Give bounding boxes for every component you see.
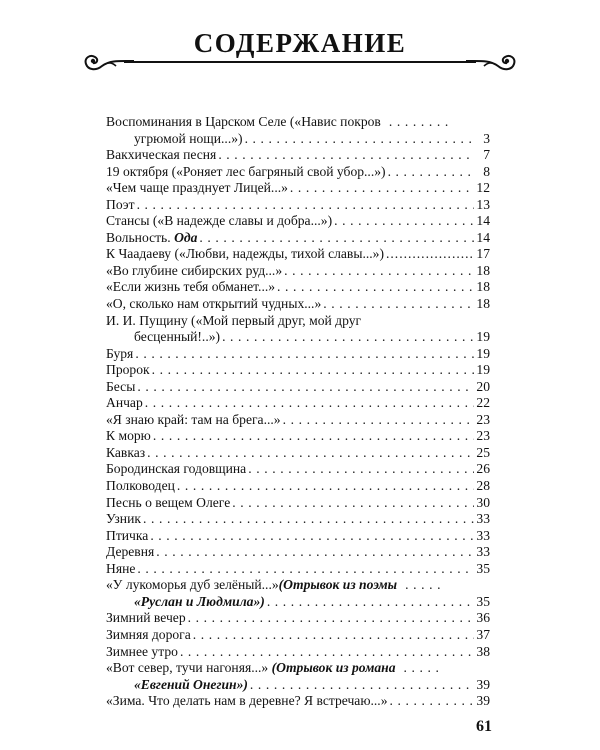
toc-entry-title: Полководец <box>106 478 175 494</box>
toc-entry-genre: Ода <box>174 229 198 245</box>
toc-entry[interactable] <box>106 412 490 429</box>
dot-leader <box>389 114 453 131</box>
toc-entry[interactable] <box>106 693 490 710</box>
toc-entry-page: 12 <box>476 180 490 196</box>
toc-entry-page: 19 <box>476 345 490 361</box>
toc-entry[interactable] <box>106 610 490 627</box>
dot-leader <box>248 461 474 478</box>
dot-leader <box>180 644 474 661</box>
toc-entry[interactable] <box>106 627 490 644</box>
dot-leader <box>245 131 474 148</box>
toc-entry[interactable] <box>106 131 490 148</box>
dot-leader <box>405 577 445 594</box>
toc-entry-title: Вакхическая песня <box>106 147 217 163</box>
toc-entry[interactable] <box>106 329 490 346</box>
left-flourish-icon <box>80 40 136 80</box>
toc-entry-note: «Руслан и Людмила») <box>134 593 265 609</box>
dot-leader <box>386 246 474 263</box>
toc-entry-title: Анчар <box>106 395 143 411</box>
dot-leader <box>137 379 474 396</box>
dot-leader <box>323 296 474 313</box>
toc-entry-page: 13 <box>476 196 490 212</box>
toc-entry-title: «Во глубине сибирских руд...» <box>106 262 283 278</box>
toc-entry-title: 19 октября («Роняет лес багряный свой убор...») <box>106 163 386 179</box>
dot-leader <box>188 610 474 627</box>
toc-entry-page: 38 <box>476 643 490 659</box>
toc-entry[interactable] <box>106 577 490 594</box>
table-of-contents <box>106 114 490 710</box>
toc-entry[interactable] <box>106 528 490 545</box>
dot-leader <box>283 412 474 429</box>
toc-entry-title <box>106 230 197 247</box>
toc-entry-title-main: Вольность. <box>106 229 171 245</box>
toc-entry[interactable] <box>106 395 490 412</box>
right-flourish-icon <box>464 40 520 80</box>
dot-leader <box>135 346 474 363</box>
toc-entry-page: 28 <box>476 478 490 494</box>
toc-entry-title: И. И. Пущину («Мой первый друг, мой друг <box>106 312 362 328</box>
toc-header <box>80 28 520 80</box>
toc-entry[interactable] <box>106 362 490 379</box>
toc-entry-page: 39 <box>476 676 490 692</box>
dot-leader <box>152 362 474 379</box>
toc-entry-title: Бесы <box>106 378 136 394</box>
toc-entry-page: 35 <box>476 593 490 609</box>
dot-leader <box>388 164 474 181</box>
toc-entry-page: 36 <box>476 610 490 626</box>
toc-entry-title <box>106 660 396 677</box>
toc-entry-title: Зимнее утро <box>106 643 178 659</box>
toc-entry-page: 17 <box>476 246 490 262</box>
toc-entry[interactable] <box>106 230 490 247</box>
toc-entry[interactable] <box>106 279 490 296</box>
toc-entry-page: 3 <box>483 130 490 146</box>
toc-entry[interactable] <box>106 495 490 512</box>
toc-entry-page: 14 <box>476 229 490 245</box>
dot-leader <box>193 627 474 644</box>
toc-entry-page: 23 <box>476 411 490 427</box>
page-title: СОДЕРЖАНИЕ <box>193 28 407 58</box>
dot-leader <box>145 395 474 412</box>
toc-entry-page: 22 <box>476 395 490 411</box>
toc-entry-page: 25 <box>476 444 490 460</box>
toc-entry-title: «О, сколько нам открытий чудных...» <box>106 296 322 312</box>
toc-entry-page: 35 <box>476 560 490 576</box>
toc-entry-page: 18 <box>476 279 490 295</box>
toc-entry-title: «Зима. Что делать нам в деревне? Я встречаю...» <box>106 693 388 709</box>
dot-leader <box>150 528 474 545</box>
toc-entry-page: 20 <box>476 378 490 394</box>
dot-leader <box>177 478 474 495</box>
toc-entry-page: 37 <box>476 626 490 642</box>
dot-leader <box>277 279 474 296</box>
toc-entry-page: 19 <box>476 329 490 345</box>
toc-entry[interactable] <box>106 461 490 478</box>
toc-entry-note: (Отрывок из поэмы <box>278 577 398 593</box>
dot-leader <box>153 428 474 445</box>
toc-entry-page: 26 <box>476 461 490 477</box>
toc-entry-title: К Чаадаеву («Любви, надежды, тихой славы...») <box>106 246 384 262</box>
toc-entry[interactable] <box>106 164 490 181</box>
dot-leader <box>137 197 474 214</box>
toc-entry[interactable] <box>106 114 490 131</box>
toc-entry-page: 7 <box>483 147 490 163</box>
toc-entry-title <box>106 577 397 594</box>
toc-entry[interactable] <box>106 428 490 445</box>
toc-entry[interactable] <box>106 213 490 230</box>
dot-leader <box>404 660 444 677</box>
toc-entry[interactable] <box>106 445 490 462</box>
toc-entry-page: 8 <box>483 163 490 179</box>
toc-entry[interactable] <box>106 197 490 214</box>
toc-entry-title: Птичка <box>106 527 149 543</box>
toc-entry-title: Воспоминания в Царском Селе («Навис покров <box>106 114 381 129</box>
toc-entry-page: 33 <box>476 527 490 543</box>
toc-entry[interactable] <box>106 544 490 561</box>
toc-entry[interactable] <box>106 296 490 313</box>
toc-entry-title: «Чем чаще празднует Лицей...» <box>106 180 288 196</box>
page-number: 61 <box>476 718 492 735</box>
dot-leader <box>147 445 474 462</box>
toc-entry-title: Зимний вечер <box>106 610 186 626</box>
toc-entry-note: (Отрывок из романа <box>271 660 396 676</box>
dot-leader <box>232 495 474 512</box>
dot-leader <box>290 180 474 197</box>
dot-leader <box>156 544 474 561</box>
toc-entry-title: угрюмой нощи...») <box>134 130 243 146</box>
toc-entry-title: Песнь о вещем Олеге <box>106 494 231 510</box>
toc-entry[interactable] <box>106 346 490 363</box>
dot-leader <box>267 594 474 611</box>
toc-entry-title: Бородинская годовщина <box>106 461 247 477</box>
toc-entry-title: Узник <box>106 511 141 527</box>
toc-entry-title <box>134 594 265 611</box>
dot-leader <box>218 147 474 164</box>
toc-entry-title: К морю <box>106 428 151 444</box>
dot-leader <box>334 213 474 230</box>
toc-entry-page: 39 <box>476 693 490 709</box>
toc-entry-page: 23 <box>476 428 490 444</box>
dot-leader <box>284 263 474 280</box>
toc-entry[interactable] <box>106 594 490 611</box>
toc-entry[interactable] <box>106 660 490 677</box>
toc-entry[interactable] <box>106 180 490 197</box>
toc-entry[interactable] <box>106 313 490 330</box>
dot-leader <box>137 561 474 578</box>
toc-entry-page: 30 <box>476 494 490 510</box>
toc-entry-title: Няне <box>106 560 136 576</box>
toc-entry-page: 19 <box>476 362 490 378</box>
toc-entry[interactable] <box>106 677 490 694</box>
toc-entry-title: Кавказ <box>106 444 146 460</box>
toc-entry[interactable] <box>106 246 490 263</box>
toc-entry-title: Стансы («В надежде славы и добра...») <box>106 213 333 229</box>
title-underline <box>124 61 476 63</box>
dot-leader <box>250 677 474 694</box>
toc-entry-page: 33 <box>476 544 490 560</box>
toc-entry-title: Поэт <box>106 196 135 212</box>
toc-entry-title: Буря <box>106 345 134 361</box>
toc-entry-title <box>134 677 248 694</box>
toc-entry-title: Зимняя дорога <box>106 626 191 642</box>
toc-entry[interactable] <box>106 147 490 164</box>
toc-entry[interactable] <box>106 644 490 661</box>
toc-entry-note: «Евгений Онегин») <box>134 676 248 692</box>
toc-entry[interactable] <box>106 478 490 495</box>
toc-entry[interactable] <box>106 263 490 280</box>
toc-entry-page: 18 <box>476 296 490 312</box>
toc-entry-page: 33 <box>476 511 490 527</box>
toc-entry-title: Пророк <box>106 362 150 378</box>
dot-leader <box>222 329 474 346</box>
toc-entry-title-main: «У лукоморья дуб зелёный...» <box>106 577 279 593</box>
toc-entry-page: 14 <box>476 213 490 229</box>
dot-leader <box>143 511 474 528</box>
dot-leader <box>199 230 474 247</box>
toc-entry-title: бесценный!..») <box>134 329 221 345</box>
toc-entry-title: Деревня <box>106 544 155 560</box>
toc-entry[interactable] <box>106 561 490 578</box>
toc-entry-page: 18 <box>476 262 490 278</box>
dot-leader <box>390 693 475 710</box>
toc-entry[interactable] <box>106 379 490 396</box>
toc-entry-title: «Если жизнь тебя обманет...» <box>106 279 276 295</box>
toc-entry-title-main: «Вот север, тучи нагоняя...» <box>106 660 269 676</box>
toc-entry[interactable] <box>106 511 490 528</box>
toc-entry-title: «Я знаю край: там на брега...» <box>106 411 281 427</box>
